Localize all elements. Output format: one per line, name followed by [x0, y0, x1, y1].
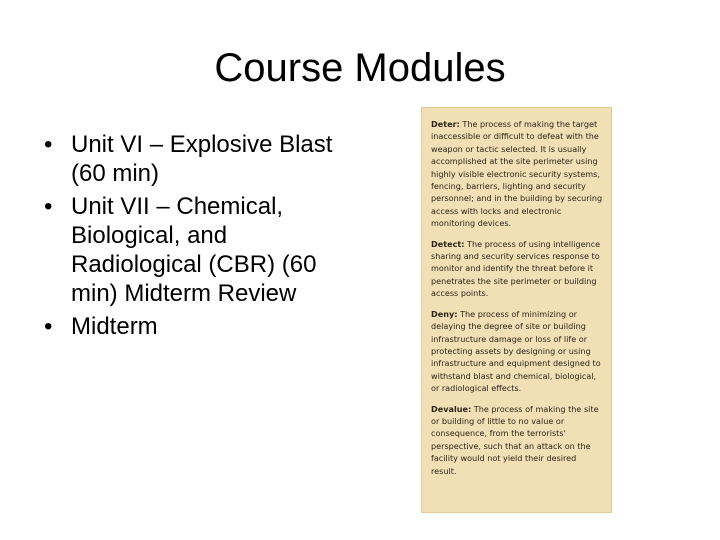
definition-detect: [431, 238, 604, 300]
definition-text: The process of making the target inaccessible or difficult to defeat with the weapon or tactic selected. It is usually accomplished at the site perimeter using highly visible electronic security systems, fencing, barriers, lighting and security personnel; and in the building by securing access with locks and electronic monitoring devices.: [431, 119, 603, 229]
definition-term: Devalue:: [431, 403, 472, 414]
definition-deny: [431, 308, 604, 395]
definitions-sidebar: [421, 107, 612, 513]
bullet-list: [40, 130, 340, 345]
definition-text: The process of using intelligence sharing and security services response to monitor and identify the threat before it penetrates the site perimeter or building access points.: [431, 238, 601, 299]
bullet-dot: •: [44, 313, 53, 340]
definition-text: The process of making the site or building of little to no value or consequence, from the terrorists' perspective, such that an attack on the facility would not yield their desired result.: [431, 403, 599, 476]
definition-devalue: [431, 403, 604, 477]
bullet-text: Unit VI – Explosive Blast (60 min): [71, 131, 333, 187]
definition-term: Deny:: [431, 308, 458, 319]
slide-title: Course Modules: [214, 46, 506, 90]
bullet-text: Unit VII – Chemical, Biological, and Radiological (CBR) (60 min) Midterm Review: [71, 193, 317, 307]
bullet-item: [40, 130, 340, 188]
bullet-text: Midterm: [71, 313, 158, 340]
definition-deter: [431, 118, 604, 230]
bullet-item: [40, 192, 340, 308]
bullet-dot: •: [44, 193, 53, 220]
definition-term: Deter:: [431, 119, 460, 129]
bullet-dot: •: [44, 131, 53, 158]
definition-term: Detect:: [431, 238, 465, 249]
bullet-item: [40, 312, 340, 341]
definition-text: The process of minimizing or delaying the degree of site or building infrastructure damage or loss of life or protecting assets by designing or using infrastructure and equipment designed to withstand blast and chemical, biological, or radiological effects.: [431, 308, 601, 394]
